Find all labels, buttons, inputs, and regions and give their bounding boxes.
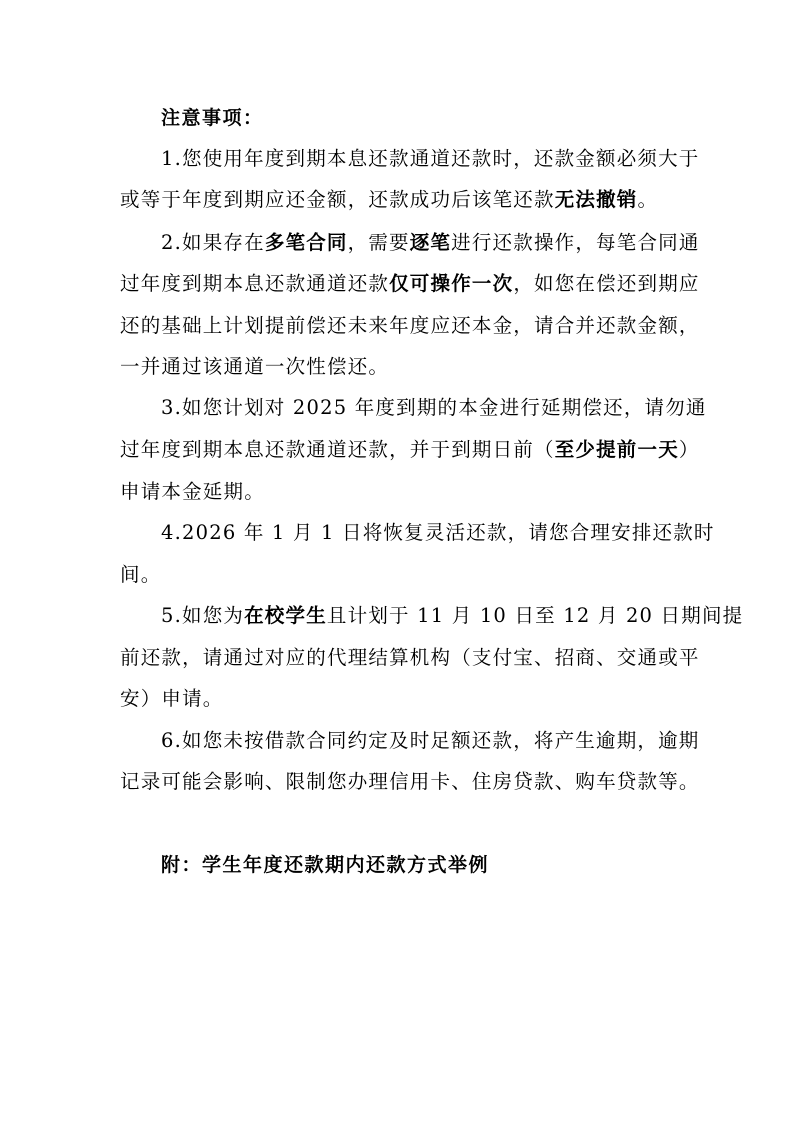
item-1-line-1: 1.您使用年度到期本息还款通道还款时，还款金额必须大于 [161, 147, 700, 170]
item-2-line-2: 过年度到期本息还款通道还款仅可操作一次，如您在偿还到期应 [120, 272, 700, 295]
item-6-line-2: 记录可能会影响、限制您办理信用卡、住房贷款、购车贷款等。 [120, 770, 700, 793]
emphasis-no-revoke: 无法撤销 [554, 188, 638, 211]
emphasis-only-once: 仅可操作一次 [389, 272, 514, 295]
item-5-line-1: 5.如您为在校学生且计划于 11 月 10 日至 12 月 20 日期间提 [161, 604, 744, 627]
emphasis-one-by-one: 逐笔 [409, 231, 452, 254]
item-3-line-1: 3.如您计划对 2025 年度到期的本金进行延期偿还，请勿通 [161, 396, 707, 419]
item-2-line-3: 还的基础上计划提前偿还未来年度应还本金，请合并还款金额， [120, 314, 700, 337]
emphasis-multiple-contracts: 多笔合同 [264, 231, 348, 254]
item-3-line-3: 申请本金延期。 [120, 480, 265, 503]
item-5-line-2: 前还款，请通过对应的代理结算机构（支付宝、招商、交通或平 [120, 646, 700, 669]
item-1-line-2: 或等于年度到期应还金额，还款成功后该笔还款无法撤销。 [120, 188, 659, 211]
item-2-line-4: 一并通过该通道一次性偿还。 [120, 355, 390, 378]
item-2-line-1: 2.如果存在多笔合同，需要逐笔进行还款操作，每笔合同通 [161, 231, 700, 254]
item-4-line-1: 4.2026 年 1 月 1 日将恢复灵活还款，请您合理安排还款时 [161, 521, 715, 544]
emphasis-one-day-early: 至少提前一天 [554, 438, 679, 461]
appendix-heading: 附：学生年度还款期内还款方式举例 [161, 854, 490, 876]
item-3-line-2: 过年度到期本息还款通道还款，并于到期日前（至少提前一天） [120, 438, 700, 461]
item-6-line-1: 6.如您未按借款合同约定及时足额还款，将产生逾期，逾期 [161, 729, 700, 752]
item-5-line-3: 安）申请。 [120, 687, 224, 710]
item-4-line-2: 间。 [120, 563, 162, 586]
emphasis-student: 在校学生 [244, 604, 327, 627]
notice-heading: 注意事项： [161, 107, 264, 129]
